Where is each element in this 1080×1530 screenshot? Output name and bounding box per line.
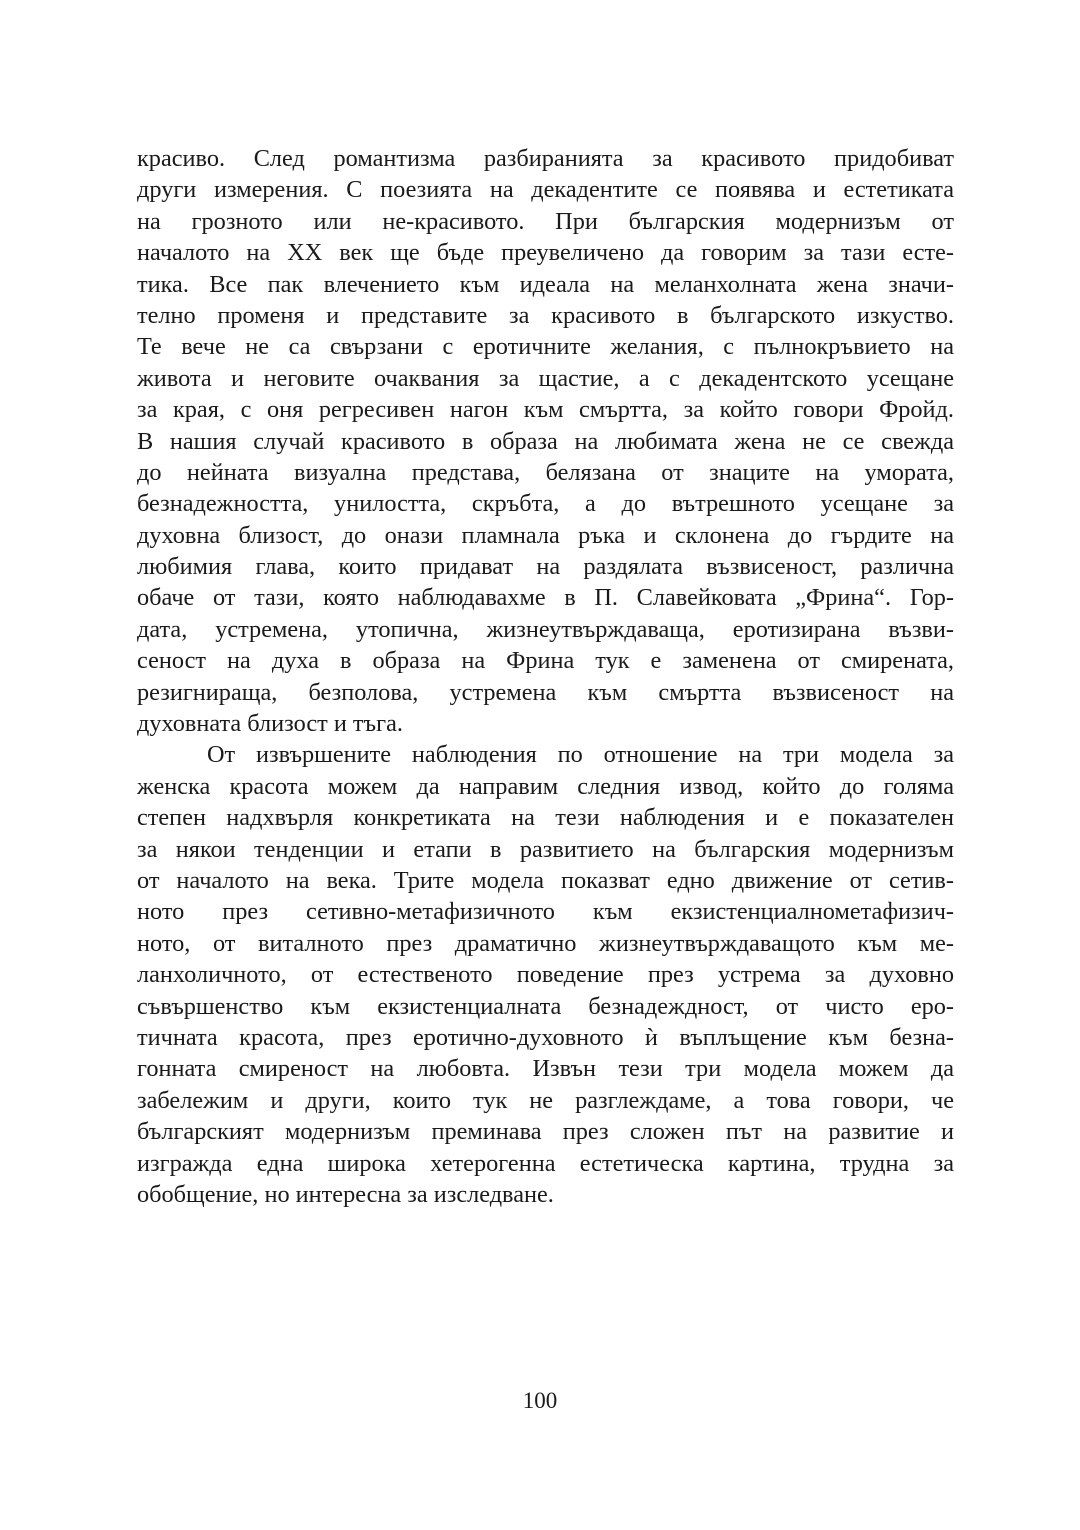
text-line: други измерения. С поезията на декадентите се появява и естетиката	[137, 176, 954, 204]
text-line: обобщение, но интересна за изследване.	[137, 1180, 554, 1208]
body-text	[137, 143, 954, 1210]
text-line: ното, от виталното през драматично жизнеутвърждаващото към ме-	[137, 929, 954, 957]
text-line: на грозното или не-красивото. При българския модернизъм от	[137, 207, 954, 235]
text-line: българският модернизъм преминава през сложен път на развитие и	[137, 1118, 954, 1146]
paragraph	[137, 143, 954, 739]
text-line: телно променя и представите за красивото в българското изкуство.	[137, 301, 954, 329]
text-line: ното през сетивно-метафизичното към екзистенциалнометафизич-	[137, 898, 954, 926]
text-line: Те вече не са свързани с еротичните желания, с пълнокръвието на	[137, 333, 954, 361]
text-line: гонната смиреност на любовта. Извън тези три модела можем да	[137, 1055, 954, 1083]
text-line: обаче от тази, която наблюдавахме в П. Славейковата „Фрина“. Гор-	[137, 584, 954, 612]
text-line: за някои тенденции и етапи в развитието на българския модернизъм	[137, 835, 954, 863]
text-line: От извършените наблюдения по отношение на три модела за	[207, 741, 954, 769]
text-line: дата, устремена, утопична, жизнеутвърждаваща, еротизирана възви-	[137, 615, 954, 643]
text-line: В нашия случай красивото в образа на любимата жена не се свежда	[137, 427, 954, 455]
paragraph	[137, 739, 954, 1210]
text-line: тичната красота, през еротично-духовното ѝ въплъщение към безна-	[137, 1023, 954, 1051]
text-line: живота и неговите очаквания за щастие, а с декадентското усещане	[137, 364, 954, 392]
text-line: степен надхвърля конкретиката на тези наблюдения и е показателен	[137, 804, 954, 832]
text-line: сеност на духа в образа на Фрина тук е заменена от смирената,	[137, 647, 954, 675]
text-line: любимия глава, които придават на раздялата възвисеност, различна	[137, 553, 954, 581]
text-line: началото на XX век ще бъде преувеличено да говорим за тази есте-	[137, 239, 954, 267]
page-number: 100	[522, 1388, 558, 1413]
text-line: духовната близост и тъга.	[137, 710, 403, 738]
text-line: изгражда една широка хетерогенна естетическа картина, трудна за	[137, 1149, 954, 1177]
text-line: безнадежността, унилостта, скръбта, а до вътрешното усещане за	[137, 490, 954, 518]
text-line: от началото на века. Трите модела показват едно движение от сетив-	[137, 866, 954, 894]
text-line: до нейната визуална представа, белязана от знаците на умората,	[137, 458, 954, 486]
text-line: женска красота можем да направим следния извод, който до голяма	[137, 772, 954, 800]
text-line: красиво. След романтизма разбиранията за красивото придобиват	[137, 145, 954, 172]
text-line: съвършенство към екзистенциалната безнадеждност, от чисто еро-	[137, 992, 954, 1020]
text-line: духовна близост, до онази пламнала ръка и склонена до гърдите на	[137, 521, 954, 549]
text-line: ланхоличното, от естественото поведение през устрема за духовно	[137, 961, 954, 989]
text-line: тика. Все пак влечението към идеала на меланхолната жена значи-	[137, 270, 954, 298]
text-line: забележим и други, които тук не разглеждаме, а това говори, че	[137, 1086, 954, 1114]
text-line: резигнираща, безполова, устремена към смъртта възвисеност на	[137, 678, 954, 706]
text-line: за края, с оня регресивен нагон към смъртта, за който говори Фройд.	[137, 396, 954, 424]
